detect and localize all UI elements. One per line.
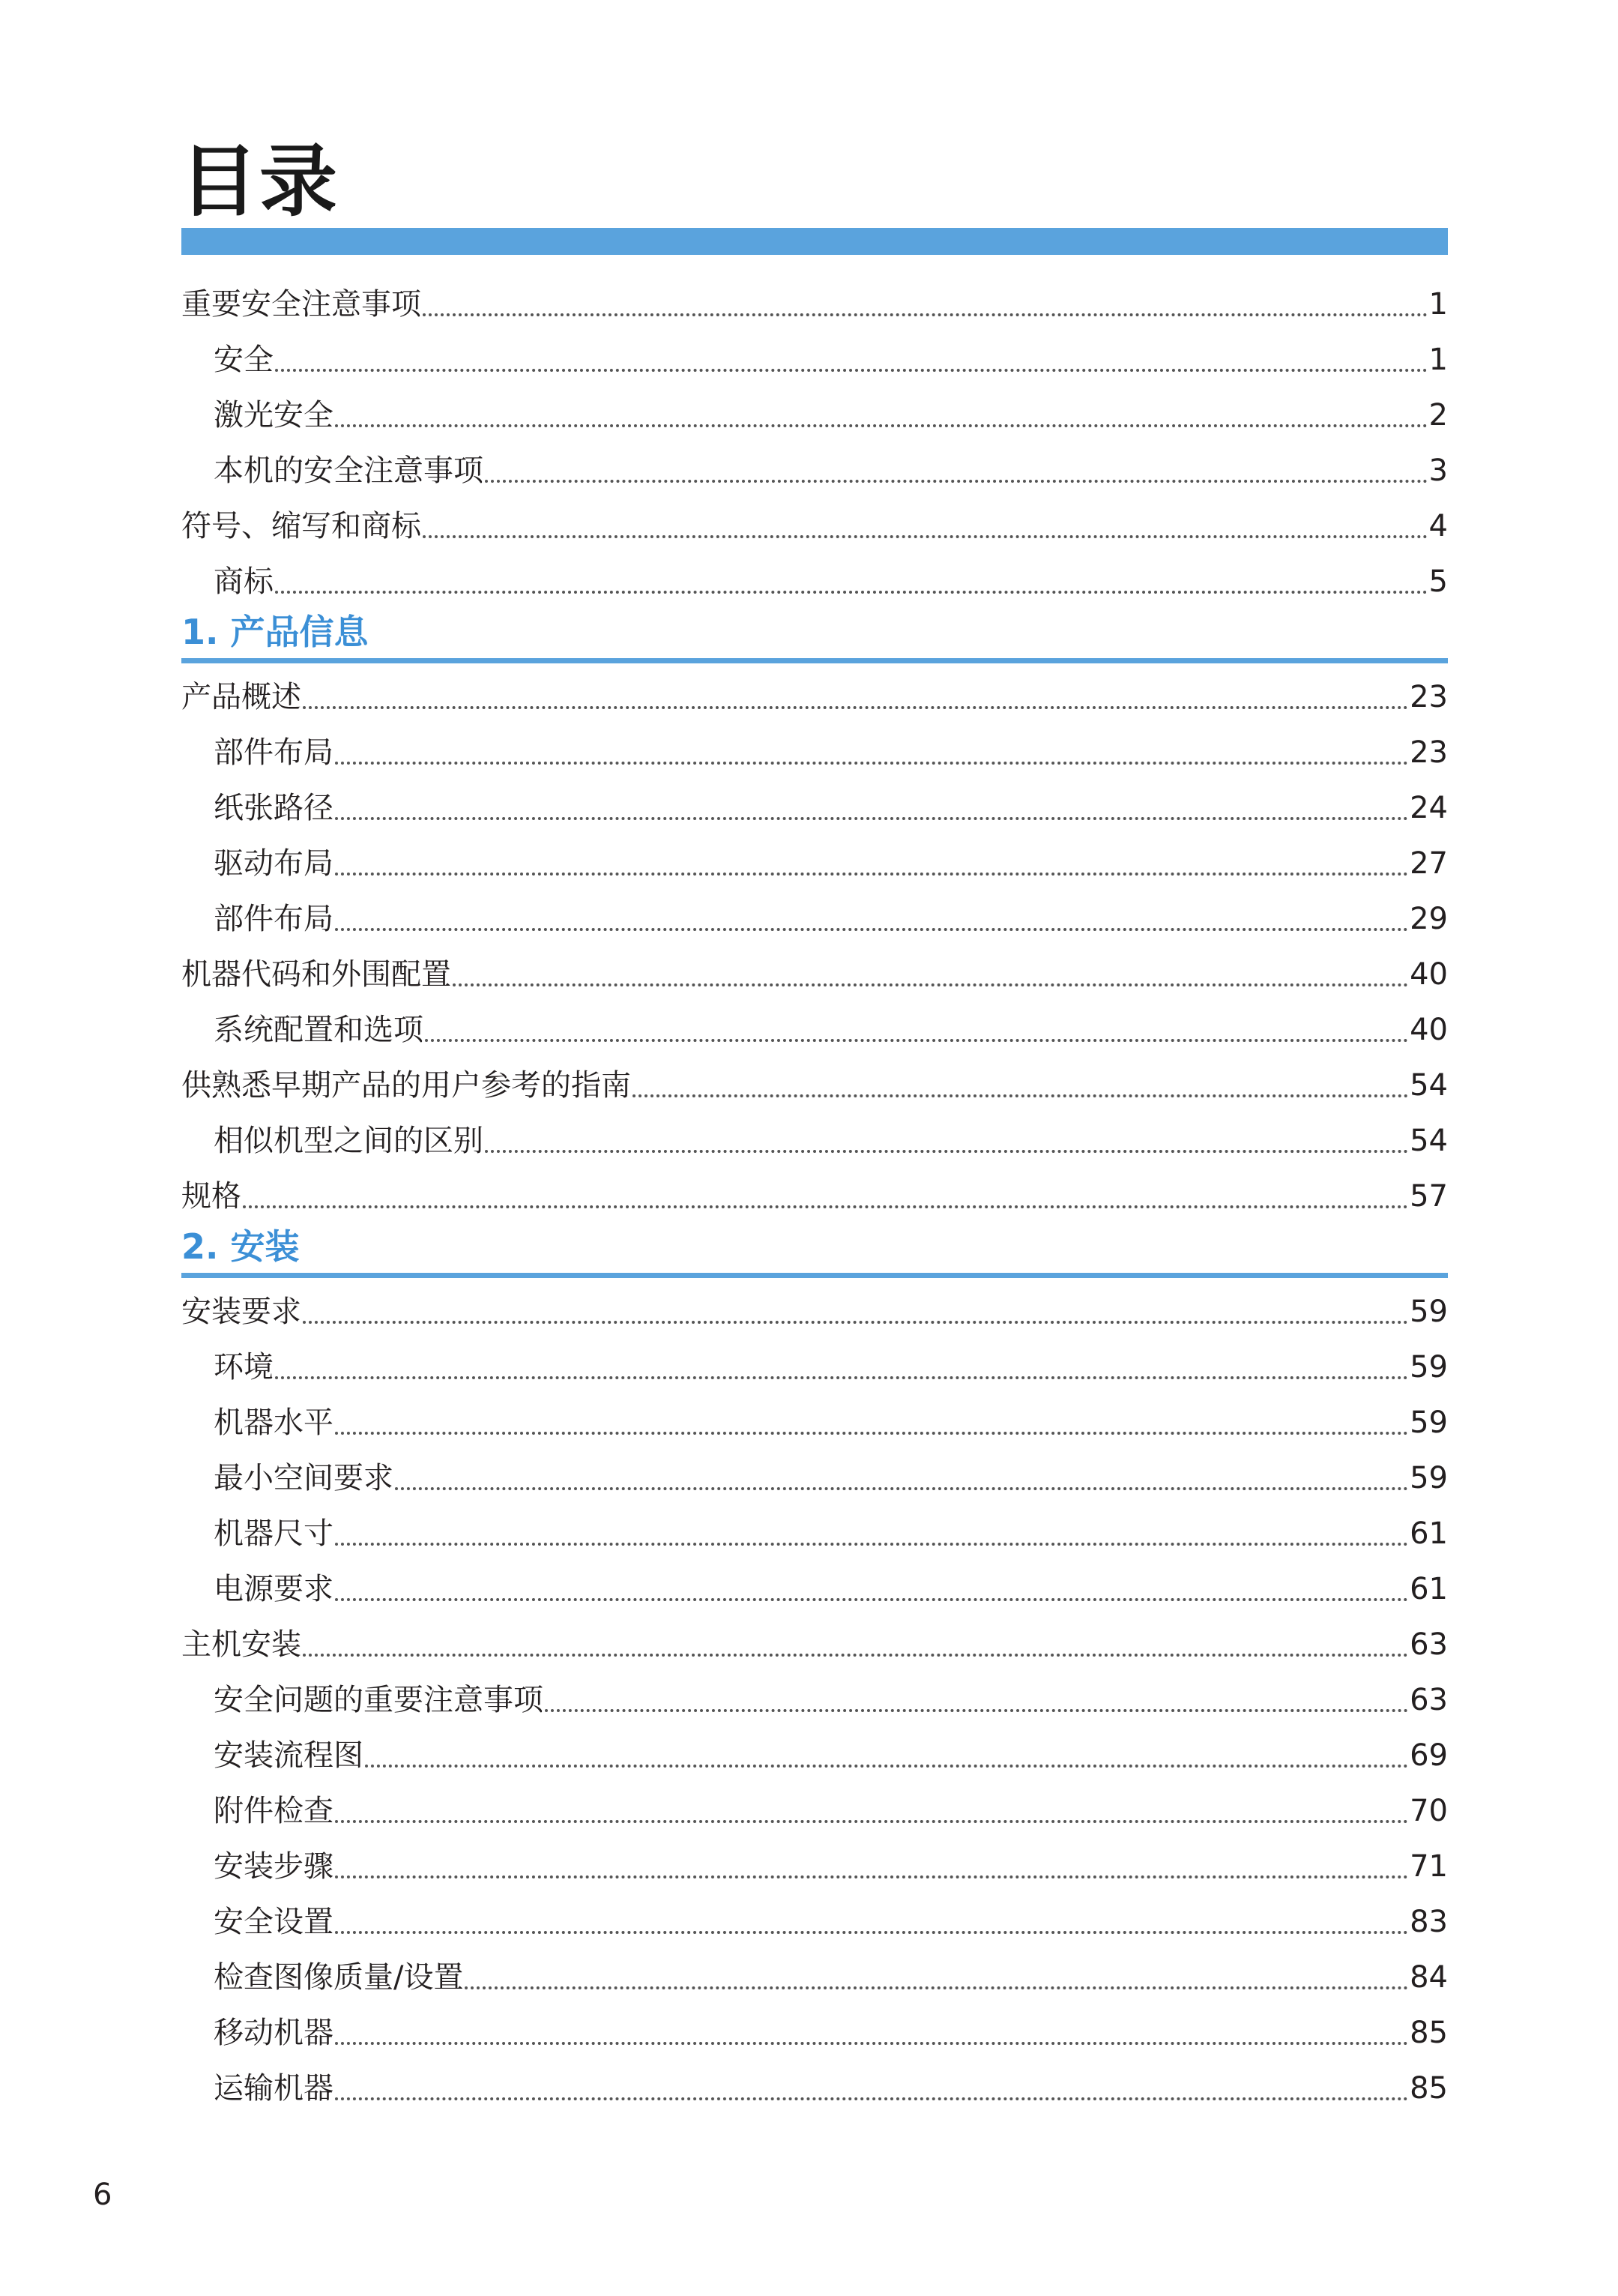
toc-subentry[interactable] — [181, 723, 1448, 778]
toc-entry-page: 23 — [1410, 735, 1448, 770]
toc-dot-leader — [335, 1875, 1408, 1878]
toc-dot-leader — [465, 1986, 1408, 1989]
toc-subentry[interactable] — [181, 441, 1448, 496]
toc-entry-page: 59 — [1410, 1295, 1448, 1329]
toc-entry-label: 部件布局 — [214, 735, 333, 770]
toc-entry-label: 安全问题的重要注意事项 — [214, 1683, 543, 1717]
toc-dot-leader — [335, 2097, 1408, 2100]
toc-entry-page: 54 — [1410, 1068, 1448, 1103]
toc-subentry[interactable] — [181, 1837, 1448, 1892]
toc-subentry[interactable] — [181, 778, 1448, 834]
toc-entry-label: 本机的安全注意事项 — [214, 454, 483, 488]
page-title: 目录 — [180, 136, 339, 227]
chapter-1-rule — [181, 658, 1448, 663]
toc-entry-page: 63 — [1410, 1683, 1448, 1717]
chapter-2-entries — [181, 1282, 1448, 2114]
toc-entry-page: 71 — [1410, 1849, 1448, 1884]
toc-entry-page: 1 — [1428, 287, 1448, 322]
toc-entry-page: 24 — [1410, 791, 1448, 825]
toc-entry-page: 54 — [1410, 1124, 1448, 1158]
toc-dot-leader — [453, 983, 1408, 986]
toc-entry-label: 机器水平 — [214, 1405, 333, 1440]
toc-dot-leader — [485, 1150, 1408, 1153]
chapter-2-heading[interactable] — [181, 1222, 1448, 1282]
toc-dot-leader — [303, 1654, 1408, 1657]
toc-dot-leader — [335, 762, 1408, 765]
toc-entry-page: 59 — [1410, 1405, 1448, 1440]
toc-entry-page: 59 — [1410, 1350, 1448, 1384]
toc-entry[interactable] — [181, 1615, 1448, 1670]
toc-entry-page: 3 — [1428, 454, 1448, 488]
toc-entry-label: 产品概述 — [181, 680, 301, 714]
toc-entry-label: 最小空间要求 — [214, 1461, 393, 1495]
toc-entry[interactable] — [181, 1166, 1448, 1222]
toc-dot-leader — [335, 1432, 1408, 1435]
toc-dot-leader — [303, 1321, 1408, 1324]
toc-subentry[interactable] — [181, 834, 1448, 889]
chapter-2-rule — [181, 1273, 1448, 1278]
toc-entry-label: 商标 — [214, 564, 274, 599]
toc-dot-leader — [633, 1094, 1408, 1097]
toc-subentry[interactable] — [181, 1393, 1448, 1448]
toc-entry-label: 环境 — [214, 1350, 274, 1384]
toc-entry[interactable] — [181, 1055, 1448, 1111]
toc-dot-leader — [335, 1543, 1408, 1546]
toc-dot-leader — [485, 480, 1428, 483]
toc-subentry[interactable] — [181, 1337, 1448, 1393]
toc-subentry[interactable] — [181, 1504, 1448, 1559]
toc-entry-page: 83 — [1410, 1905, 1448, 1939]
toc-entry[interactable] — [181, 1282, 1448, 1337]
toc-subentry[interactable] — [181, 889, 1448, 944]
toc-subentry[interactable] — [181, 552, 1448, 607]
toc-entry-label: 附件检查 — [214, 1794, 333, 1828]
toc-dot-leader — [335, 2042, 1408, 2045]
toc-entry-label: 安全设置 — [214, 1905, 333, 1939]
toc-dot-leader — [275, 591, 1428, 594]
toc-entry[interactable] — [181, 944, 1448, 1000]
chapter-1-title: 1. 产品信息 — [181, 612, 369, 652]
toc-dot-leader — [303, 706, 1408, 709]
toc-entry-label: 重要安全注意事项 — [181, 287, 421, 322]
toc-entry-page: 59 — [1410, 1461, 1448, 1495]
table-of-contents — [181, 274, 1448, 2114]
toc-entry-page: 2 — [1428, 398, 1448, 433]
toc-entry[interactable] — [181, 667, 1448, 723]
toc-entry-label: 系统配置和选项 — [214, 1013, 423, 1047]
toc-entry-label: 运输机器 — [214, 2071, 333, 2106]
toc-dot-leader — [423, 535, 1428, 538]
toc-subentry[interactable] — [181, 1947, 1448, 2003]
page-number: 6 — [93, 2178, 112, 2212]
toc-entry-label: 部件布局 — [214, 902, 333, 936]
toc-entry-label: 移动机器 — [214, 2016, 333, 2050]
toc-entry-label: 电源要求 — [214, 1572, 333, 1606]
toc-subentry[interactable] — [181, 330, 1448, 385]
toc-entry-label: 相似机型之间的区别 — [214, 1124, 483, 1158]
chapter-1-entries — [181, 667, 1448, 1222]
toc-dot-leader — [395, 1487, 1408, 1490]
toc-entry-page: 70 — [1410, 1794, 1448, 1828]
toc-entry-page: 5 — [1428, 564, 1448, 599]
toc-subentry[interactable] — [181, 1781, 1448, 1837]
toc-entry-page: 61 — [1410, 1572, 1448, 1606]
toc-dot-leader — [545, 1709, 1408, 1712]
toc-entry-label: 纸张路径 — [214, 791, 333, 825]
toc-entry-page: 57 — [1410, 1179, 1448, 1214]
toc-subentry[interactable] — [181, 1000, 1448, 1055]
toc-entry-label: 安全 — [214, 343, 274, 377]
toc-entry-label: 驱动布局 — [214, 846, 333, 881]
toc-entry-label: 符号、缩写和商标 — [181, 509, 421, 543]
toc-subentry[interactable] — [181, 2058, 1448, 2114]
toc-subentry[interactable] — [181, 1559, 1448, 1615]
toc-entry-label: 规格 — [181, 1179, 241, 1214]
toc-dot-leader — [335, 817, 1408, 820]
toc-intro-section — [181, 274, 1448, 607]
toc-subentry[interactable] — [181, 385, 1448, 441]
toc-subentry[interactable] — [181, 1111, 1448, 1166]
title-underline-bar — [181, 228, 1448, 255]
toc-dot-leader — [425, 1039, 1408, 1042]
toc-dot-leader — [335, 928, 1408, 931]
toc-dot-leader — [335, 1931, 1408, 1934]
toc-entry-label: 机器代码和外围配置 — [181, 957, 451, 992]
toc-entry[interactable] — [181, 496, 1448, 552]
toc-entry-label: 安装要求 — [181, 1295, 301, 1329]
toc-dot-leader — [335, 1820, 1408, 1823]
toc-dot-leader — [335, 873, 1408, 876]
toc-subentry[interactable] — [181, 1892, 1448, 1947]
chapter-1-heading[interactable] — [181, 607, 1448, 667]
toc-entry-label: 检查图像质量/设置 — [214, 1960, 464, 1995]
toc-entry-page: 63 — [1410, 1627, 1448, 1662]
toc-entry-label: 供熟悉早期产品的用户参考的指南 — [181, 1068, 631, 1103]
toc-subentry[interactable] — [181, 1670, 1448, 1726]
toc-entry-label: 机器尺寸 — [214, 1516, 333, 1551]
toc-entry-page: 4 — [1428, 509, 1448, 543]
toc-entry-page: 40 — [1410, 957, 1448, 992]
toc-entry-page: 61 — [1410, 1516, 1448, 1551]
toc-subentry[interactable] — [181, 2003, 1448, 2058]
toc-entry-label: 安装步骤 — [214, 1849, 333, 1884]
toc-dot-leader — [335, 1598, 1408, 1601]
toc-dot-leader — [275, 1376, 1408, 1379]
toc-subentry[interactable] — [181, 1726, 1448, 1781]
toc-entry-page: 1 — [1428, 343, 1448, 377]
toc-entry-label: 主机安装 — [181, 1627, 301, 1662]
toc-entry-label: 安装流程图 — [214, 1738, 363, 1773]
toc-entry-page: 23 — [1410, 680, 1448, 714]
toc-subentry[interactable] — [181, 1448, 1448, 1504]
toc-entry-page: 85 — [1410, 2016, 1448, 2050]
toc-dot-leader — [275, 369, 1428, 372]
toc-dot-leader — [423, 313, 1428, 316]
toc-entry-page: 84 — [1410, 1960, 1448, 1995]
toc-dot-leader — [335, 424, 1428, 427]
toc-entry-page: 85 — [1410, 2071, 1448, 2106]
toc-dot-leader — [365, 1765, 1408, 1768]
toc-entry-label: 激光安全 — [214, 398, 333, 433]
toc-entry-page: 69 — [1410, 1738, 1448, 1773]
chapter-2-title: 2. 安装 — [181, 1226, 300, 1267]
toc-dot-leader — [243, 1205, 1408, 1208]
toc-entry[interactable] — [181, 274, 1448, 330]
toc-entry-page: 40 — [1410, 1013, 1448, 1047]
toc-entry-page: 29 — [1410, 902, 1448, 936]
toc-entry-page: 27 — [1410, 846, 1448, 881]
